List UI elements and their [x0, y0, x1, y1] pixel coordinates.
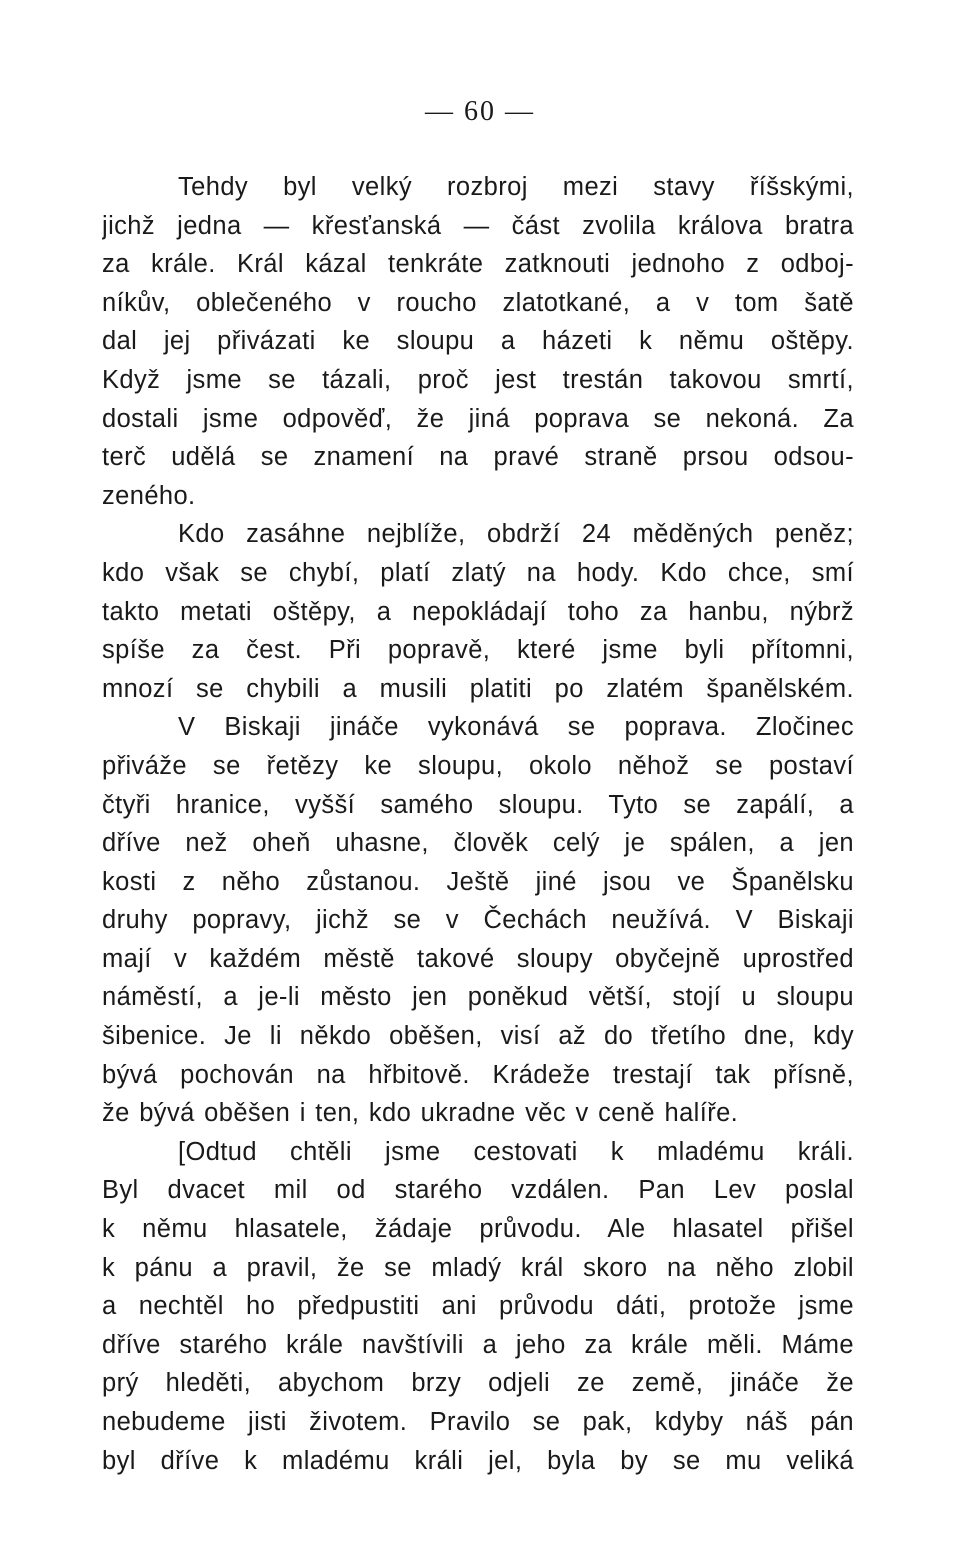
- page-number: — 60 —: [425, 96, 535, 127]
- text-line: dříve než oheň uhasne, člověk celý je spálen, a jen: [102, 829, 854, 858]
- text-line: [Odtud chtěli jsme cestovati k mladému králi.: [178, 1137, 854, 1166]
- text-line: bývá pochován na hřbitově. Krádeže trestají tak přísně,: [102, 1060, 854, 1089]
- text-line: a nechtěl ho předpustiti ani průvodu dáti, protože jsme: [102, 1292, 854, 1321]
- text-line: náměstí, a je-li město jen poněkud větší, stojí u sloupu: [102, 983, 854, 1012]
- text-line: zeného.: [102, 481, 196, 510]
- text-line: kdo však se chybí, platí zlatý na hody. Kdo chce, smí: [102, 558, 854, 587]
- text-line: Tehdy byl velký rozbroj mezi stavy říšskými,: [178, 173, 854, 201]
- text-line: k němu hlasatele, žádaje průvodu. Ale hlasatel přišel: [102, 1215, 854, 1244]
- text-line: kosti z něho zůstanou. Ještě jiné jsou ve Španělsku: [102, 867, 854, 896]
- text-line: byl dříve k mladému králi jel, byla by se mu veliká: [102, 1446, 854, 1475]
- text-line: k pánu a pravil, že se mladý král skoro na něho zlobil: [102, 1253, 854, 1282]
- text-line: níkův, oblečeného v roucho zlatotkané, a v tom šatě: [102, 288, 854, 317]
- text-line: spíše za čest. Při popravě, které jsme byli přítomni,: [102, 636, 854, 665]
- text-line: mají v každém městě takové sloupy obyčejně uprostřed: [102, 944, 854, 973]
- text-line: Když jsme se tázali, proč jest trestán takovou smrtí,: [102, 365, 854, 394]
- text-line: Kdo zasáhne nejblíže, obdrží 24 měděných peněz;: [178, 520, 854, 549]
- body-text: [102, 168, 854, 1480]
- text-line: jichž jedna — křesťanská — část zvolila králova bratra: [102, 211, 854, 240]
- text-line: druhy popravy, jichž se v Čechách neužívá. V Biskaji: [102, 906, 854, 935]
- text-line: dostali jsme odpověď, že jiná poprava se nekoná. Za: [102, 404, 854, 433]
- text-line: šibenice. Je li někdo oběšen, visí až do třetího dne, kdy: [102, 1022, 854, 1051]
- text-line: takto metati oštěpy, a nepokládají toho za hanbu, nýbrž: [102, 597, 854, 626]
- text-line: nebudeme jisti životem. Pravilo se pak, kdyby náš pán: [102, 1408, 854, 1436]
- text-line: dal jej přivázati ke sloupu a házeti k němu oštěpy.: [102, 327, 854, 356]
- text-line: přiváže se řetězy ke sloupu, okolo něhož se postaví: [102, 751, 854, 780]
- text-line: V Biskaji jináče vykonává se poprava. Zločinec: [178, 713, 854, 742]
- text-line: že bývá oběšen i ten, kdo ukradne věc v ceně halíře.: [102, 1099, 739, 1128]
- text-line: prý hleděti, abychom brzy odjeli ze země, jináče že: [102, 1369, 854, 1398]
- text-line: terč udělá se znamení na pravé straně prsou odsou-: [102, 443, 854, 472]
- text-line: mnozí se chybili a musili platiti po zlatém španělském.: [102, 674, 854, 703]
- text-line: dříve starého krále navštívili a jeho za krále měli. Máme: [102, 1330, 854, 1359]
- text-line: Byl dvacet mil od starého vzdálen. Pan Lev poslal: [102, 1176, 854, 1205]
- text-line: čtyři hranice, vyšší samého sloupu. Tyto se zapálí, a: [102, 790, 854, 819]
- text-line: za krále. Král kázal tenkráte zatknouti jednoho z odboj-: [102, 250, 854, 279]
